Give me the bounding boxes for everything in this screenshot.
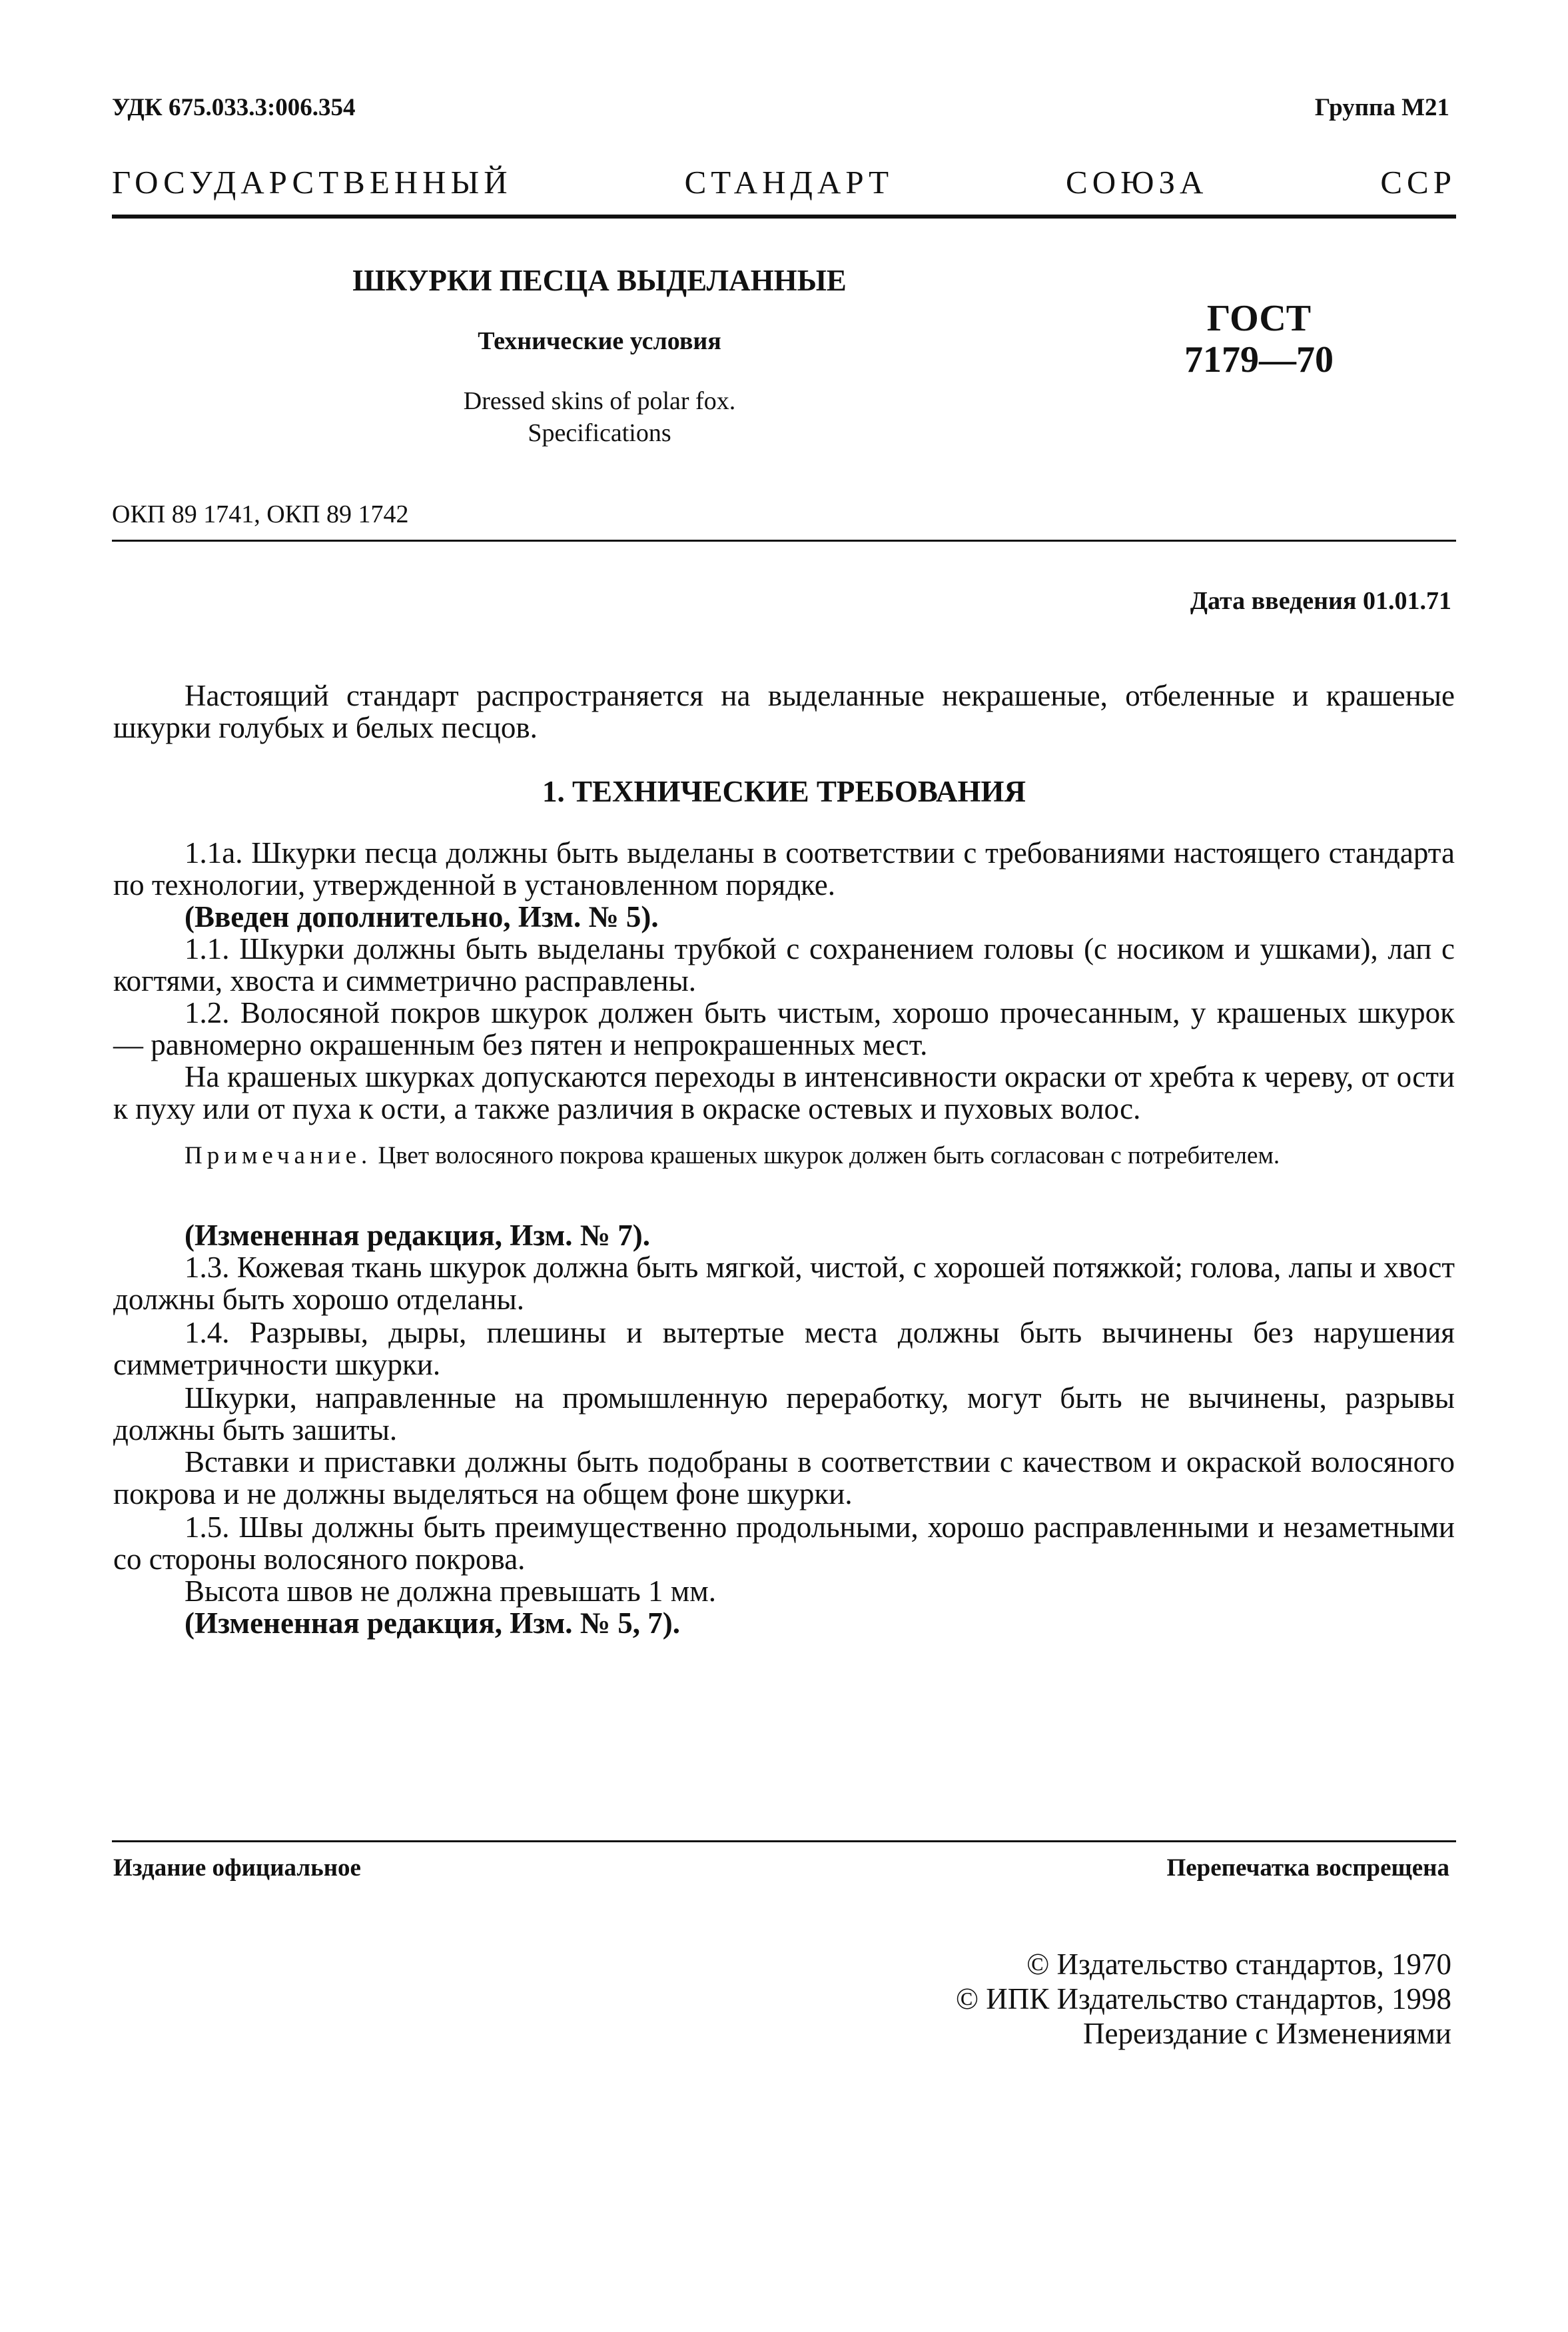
banner-rule bbox=[112, 215, 1456, 219]
okp-rule bbox=[112, 540, 1456, 542]
state-standard-banner bbox=[112, 163, 1456, 201]
english-title-line-1: Dressed skins of polar fox. bbox=[463, 387, 736, 415]
okp-codes: ОКП 89 1741, ОКП 89 1742 bbox=[112, 500, 409, 528]
scope-paragraph: Настоящий стандарт распространяется на выделанные некрашеные, отбеленные и крашеные шкурки голубых и белых песцов. bbox=[113, 679, 1455, 744]
note-label: Примечание. bbox=[185, 1142, 372, 1169]
english-title-line-2: Specifications bbox=[528, 419, 671, 447]
clause-1-5-seam-height: Высота швов не должна превышать 1 мм. bbox=[185, 1574, 717, 1608]
reissue-note: Переиздание с Изменениями bbox=[1082, 2017, 1451, 2050]
document-title: ШКУРКИ ПЕСЦА ВЫДЕЛАННЫЕ bbox=[352, 264, 847, 297]
gost-number: 7179—70 bbox=[1184, 339, 1334, 380]
reprint-prohibited: Перепечатка воспрещена bbox=[1166, 1854, 1449, 1882]
clause-1-4-industrial: Шкурки, направленные на промышленную переработку, могут быть не вычинены, разрывы должны быть зашиты. bbox=[113, 1381, 1455, 1447]
banner-word-2: СТАНДАРТ bbox=[684, 164, 894, 201]
amendment-note-5: (Введен дополнительно, Изм. № 5). bbox=[185, 900, 659, 933]
clause-1-1: 1.1. Шкурки должны быть выделаны трубкой с сохранением головы (с носиком и ушками), лап с когтями, хвоста и симметрично расправлены. bbox=[113, 932, 1455, 997]
copyright-1998: © ИПК Издательство стандартов, 1998 bbox=[955, 1982, 1451, 2016]
clause-1-2-dyed: На крашеных шкурках допускаются переходы в интенсивности окраски от хребта к череву, от ости к пуху или от пуха к ости, а также различия в окраске остевых и пуховых волос. bbox=[113, 1060, 1455, 1125]
udk-code: УДК 675.033.3:006.354 bbox=[112, 94, 356, 121]
banner-word-3: СОЮЗА bbox=[1066, 164, 1208, 201]
section-1-heading: 1. ТЕХНИЧЕСКИЕ ТРЕБОВАНИЯ bbox=[542, 775, 1026, 808]
clause-1-3: 1.3. Кожевая ткань шкурок должна быть мягкой, чистой, с хорошей потяжкой; голова, лапы и хвост должны быть хорошо отделаны. bbox=[113, 1251, 1455, 1316]
copyright-1970: © Издательство стандартов, 1970 bbox=[1026, 1948, 1451, 1981]
introduction-date: Дата введения 01.01.71 bbox=[1190, 587, 1451, 615]
clause-1-4: 1.4. Разрывы, дыры, плешины и вытертые места должны быть вычинены без нарушения симметричности шкурки. bbox=[113, 1316, 1455, 1381]
note-text: Цвет волосяного покрова крашеных шкурок должен быть согласован с потребителем. bbox=[378, 1142, 1280, 1169]
clause-1-5: 1.5. Швы должны быть преимущественно продольными, хорошо расправленными и незаметными со стороны волосяного покрова. bbox=[113, 1510, 1455, 1576]
clause-1-1a: 1.1а. Шкурки песца должны быть выделаны в соответствии с требованиями настоящего стандарта по технологии, утвержденной в установленном порядке. bbox=[113, 836, 1455, 901]
document-subtitle: Технические условия bbox=[478, 327, 721, 355]
group-code: Группа М21 bbox=[1314, 94, 1449, 121]
clause-1-2: 1.2. Волосяной покров шкурок должен быть чистым, хорошо прочесанным, у крашеных шкурок — равномерно окрашенным без пятен и непрокрашенных мест. bbox=[113, 996, 1455, 1061]
amendment-note-5-7: (Измененная редакция, Изм. № 5, 7). bbox=[185, 1606, 681, 1640]
banner-word-4: ССР bbox=[1380, 164, 1456, 201]
gost-label: ГОСТ bbox=[1206, 298, 1312, 339]
footer-rule bbox=[112, 1840, 1456, 1842]
amendment-note-7: (Измененная редакция, Изм. № 7). bbox=[185, 1219, 651, 1252]
note-block bbox=[113, 1141, 1455, 1171]
clause-1-4-inserts: Вставки и приставки должны быть подобраны в соответствии с качеством и окраской волосяного покрова и не должны выделяться на общем фоне шкурки. bbox=[113, 1445, 1455, 1510]
banner-word-1: ГОСУДАРСТВЕННЫЙ bbox=[112, 164, 512, 201]
official-edition: Издание официальное bbox=[113, 1854, 361, 1882]
